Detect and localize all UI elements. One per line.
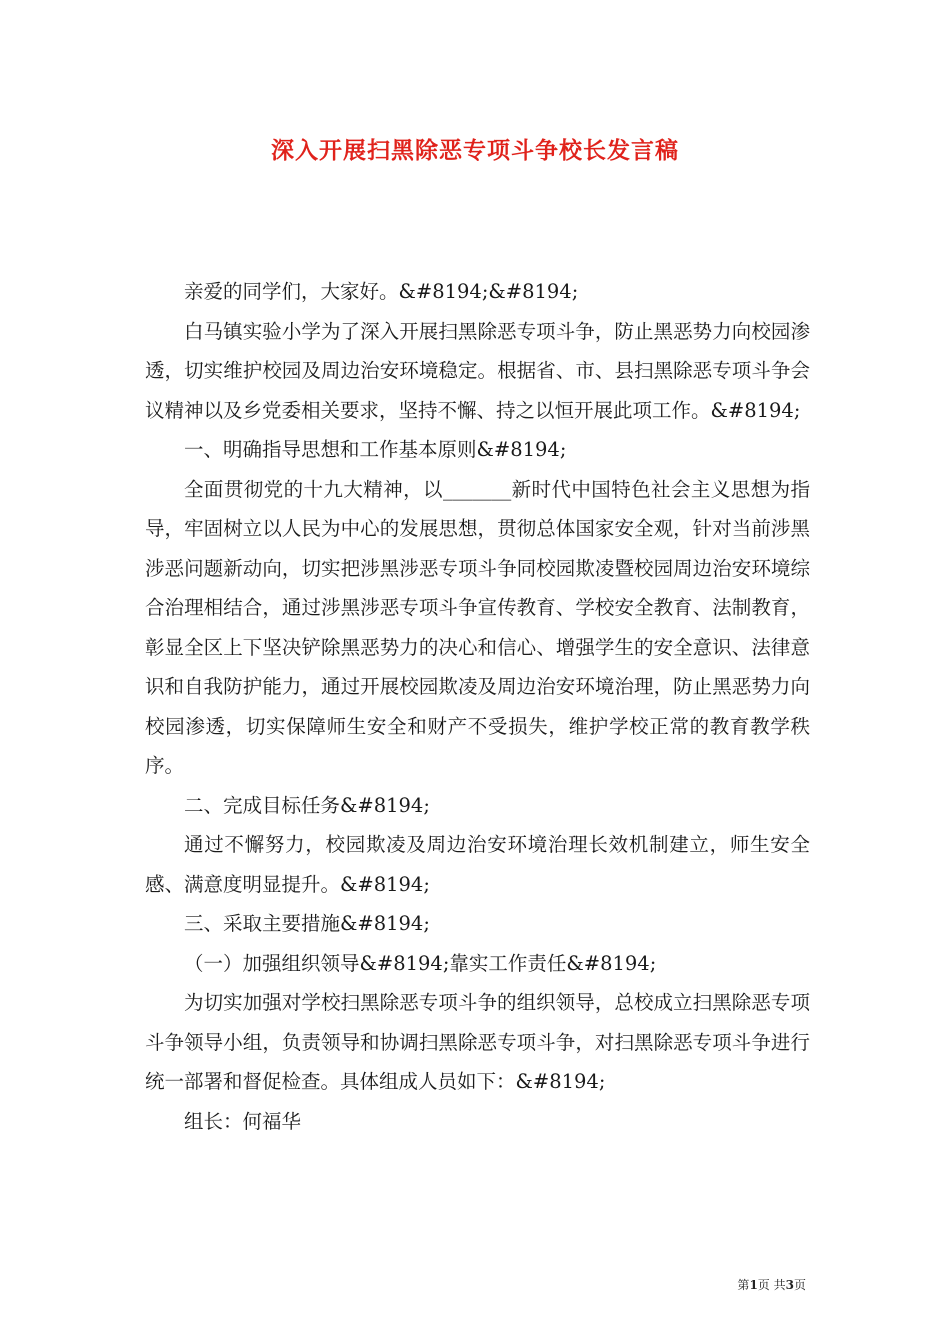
footer-current-page: 1 — [749, 1278, 758, 1292]
paragraph-goals: 通过不懈努力，校园欺凌及周边治安环境治理长效机制建立，师生安全感、满意度明显提升。&#8194; — [145, 833, 810, 896]
paragraph-guiding-thought: 全面贯彻党的十九大精神，以_______新时代中国特色社会主义思想为指导，牢固树立以人民为中心的发展思想，贯彻总体国家安全观，针对当前涉黑涉恶问题新动向，切实把涉黑涉恶专项斗争同校园欺凌暨校园周边治安环境综合治理相结合，通过涉黑涉恶专项斗争宣传教育、学校安全教育、法制教育，彰显全区上下坚决铲除黑恶势力的决心和信心、增强学生的安全意识、法律意识和自我防护能力，通过开展校园欺凌及周边治安环境治理，防止黑恶势力向校园渗透，切实保障师生安全和财产不受损失，维护学校正常的教育教学秩序。 — [145, 477, 810, 777]
paragraph-team-leader: 组长：何福华 — [184, 1109, 302, 1133]
section-heading-2: 二、完成目标任务&#8194; — [184, 793, 430, 817]
subsection-heading-1: （一）加强组织领导&#8194;靠实工作责任&#8194; — [184, 951, 657, 975]
paragraph-leadership: 为切实加强对学校扫黑除恶专项斗争的组织领导，总校成立扫黑除恶专项斗争领导小组，负责领导和协调扫黑除恶专项斗争，对扫黑除恶专项斗争进行统一部署和督促检查。具体组成人员如下：&#8194; — [145, 991, 810, 1093]
document-title: 深入开展扫黑除恶专项斗争校长发言稿 — [271, 137, 679, 164]
paragraph-intro: 白马镇实验小学为了深入开展扫黑除恶专项斗争，防止黑恶势力向校园渗透，切实维护校园及周边治安环境稳定。根据省、市、县扫黑除恶专项斗争会议精神以及乡党委相关要求，坚持不懈、持之以恒开展此项工作。&#8194; — [145, 319, 810, 422]
footer-suffix: 页 — [793, 1278, 806, 1292]
page-footer — [0, 1276, 806, 1293]
footer-total-pages: 3 — [785, 1278, 794, 1292]
section-heading-1: 一、明确指导思想和工作基本原则&#8194; — [184, 438, 567, 461]
footer-middle: 页 共 — [757, 1278, 786, 1292]
document-body — [145, 272, 810, 1141]
section-heading-3: 三、采取主要措施&#8194; — [184, 912, 430, 935]
footer-prefix: 第 — [737, 1278, 750, 1292]
paragraph-greeting: 亲爱的同学们，大家好。&#8194;&#8194; — [184, 280, 579, 303]
